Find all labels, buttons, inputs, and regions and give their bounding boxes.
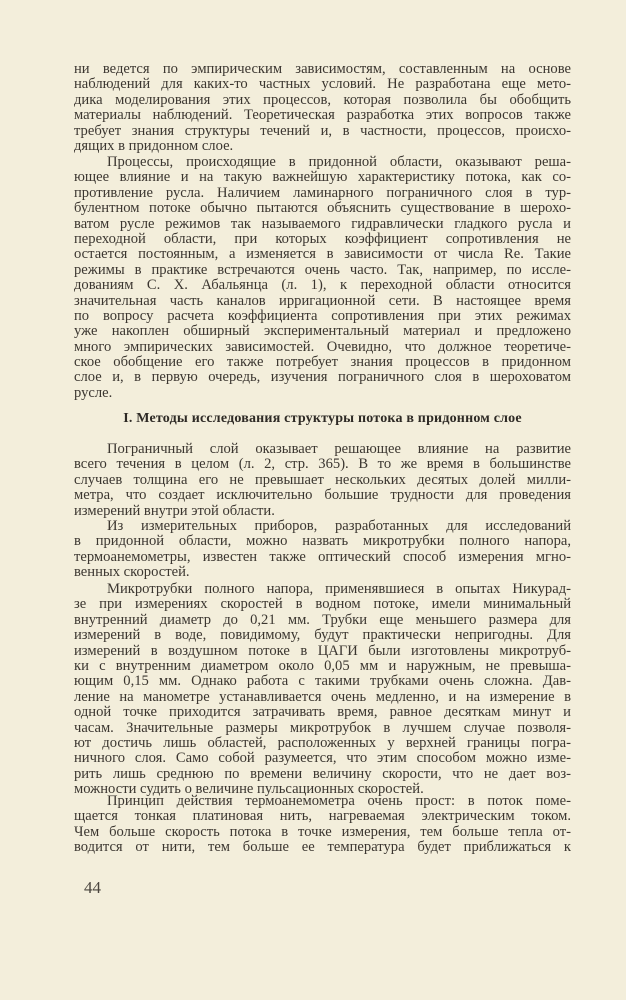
text-line: булентном потоке обычно пытаются объяснить существование в шерохо- bbox=[74, 200, 571, 217]
paragraph bbox=[74, 582, 571, 797]
text-line: измерений в воде, повидимому, будут практически непригодны. Для bbox=[74, 627, 571, 644]
text-line: измерений в воздушном потоке в ЦАГИ были изготовлены микротруб- bbox=[74, 642, 571, 659]
text-line: переходной области, при которых коэффициент сопротивления не bbox=[74, 230, 571, 247]
text-line: всего течения в целом (л. 2, стр. 365). В то же время в большинстве bbox=[74, 456, 571, 473]
text-line: Чем больше скорость потока в точке измерения, тем больше тепла от- bbox=[74, 823, 571, 840]
text-line: случаев толщина его не превышает нескольких десятых долей милли- bbox=[74, 471, 571, 488]
text-line: русле. bbox=[74, 384, 113, 401]
text-line: ки с внутренним диаметром около 0,05 мм и наружным, не превыша- bbox=[74, 657, 571, 674]
text-line: Микротрубки полного напора, применявшиеся в опытах Никурад- bbox=[107, 581, 571, 597]
text-line: внутренний диаметр до 0,21 мм. Трубки еще меньшего размера для bbox=[74, 611, 571, 628]
paragraph bbox=[74, 155, 571, 401]
text-line: венных скоростей. bbox=[74, 564, 190, 581]
paragraph bbox=[74, 442, 571, 519]
text-line: режимы в практике встречаются очень часто. Так, например, по иссле- bbox=[74, 261, 571, 278]
text-line: зе при измерениях скоростей в водном потоке, имели минимальный bbox=[74, 596, 571, 613]
section-heading: I. Методы исследования структуры потока в придонном слое bbox=[123, 411, 522, 426]
text-line: значительная часть каналов ирригационной сети. В настоящее время bbox=[74, 292, 571, 309]
text-line: дика моделирования этих процессов, которая позволила бы обобщить bbox=[74, 91, 571, 108]
text-line: наблюдений для каких-то частных условий. Не разработана еще мето- bbox=[74, 76, 571, 93]
page-number: 44 bbox=[84, 878, 101, 897]
text-line: водится от нити, тем больше ее температура будет приближаться к bbox=[74, 839, 571, 856]
text-line: дящих в придонном слое. bbox=[74, 137, 234, 154]
paragraph bbox=[74, 794, 571, 856]
text-line: ление на манометре устанавливается очень медленно, и на измерение в bbox=[74, 688, 571, 705]
text-line: ское обобщение его также потребует знания процессов в придонном bbox=[74, 354, 571, 371]
text-line: одной точке приходится затрачивать время, равное десяткам минут и bbox=[74, 704, 571, 721]
text-line: часам. Значительные размеры микротрубок в лучшем случае позволя- bbox=[74, 719, 571, 736]
text-line: в придонной области, можно назвать микротрубки полного напора, bbox=[74, 533, 571, 550]
text-line: метра, что создает исключительно большие трудности для проведения bbox=[74, 487, 571, 504]
text-line: ющим 0,15 мм. Однако работа с такими трубками очень сложна. Дав- bbox=[74, 673, 571, 690]
text-line: ют достичь лишь областей, расположенных у верхней границы погра- bbox=[74, 734, 571, 751]
text-line: ни ведется по эмпирическим зависимостям, составленным на основе bbox=[74, 61, 571, 77]
text-line: рить лишь среднюю по времени величину скорости, что не дает воз- bbox=[74, 765, 571, 782]
paragraph bbox=[74, 62, 571, 154]
text-line: термоанемометры, известен также оптический способ измерения мгно- bbox=[74, 548, 571, 565]
text-line: измерений внутри этой области. bbox=[74, 502, 275, 519]
text-line: много эмпирических зависимостей. Очевидно, что должное теоретиче- bbox=[74, 338, 571, 355]
text-line: ничного слоя. Само собой разумеется, что этим способом можно изме- bbox=[74, 750, 571, 767]
text-line: уже накоплен обширный экспериментальный материал и предложено bbox=[74, 323, 571, 340]
text-line: щается тонкая платиновая нить, нагреваемая электрическим током. bbox=[74, 808, 571, 825]
text-line: ватом русле режимов так называемого гидравлически гладкого русла и bbox=[74, 215, 571, 232]
text-line: дованиям С. Х. Абальянца (л. 1), к переходной области относится bbox=[74, 277, 571, 294]
text-line: ющее влияние и на такую важнейшую характеристику потока, как со- bbox=[74, 169, 571, 186]
text-line: требует знания структуры течений и, в частности, процессов, происхо- bbox=[74, 122, 571, 139]
text-line: Процессы, происходящие в придонной области, оказывают реша- bbox=[107, 154, 571, 170]
text-line: Принцип действия термоанемометра очень прост: в поток поме- bbox=[107, 793, 571, 809]
text-line: Пограничный слой оказывает решающее влияние на развитие bbox=[107, 441, 571, 457]
text-line: можности судить о величине пульсационных скоростей. bbox=[74, 781, 424, 798]
text-line: остается постоянным, а изменяется в зависимости от числа Re. Такие bbox=[74, 246, 571, 263]
text-line: слое и, в первую очередь, изучения пограничного слоя в шероховатом bbox=[74, 369, 571, 386]
text-line: по вопросу расчета коэффициента сопротивления при этих режимах bbox=[74, 307, 571, 324]
text-line: Из измерительных приборов, разработанных для исследований bbox=[107, 518, 571, 534]
text-line: противление русла. Наличием ламинарного пограничного слоя в тур- bbox=[74, 184, 571, 201]
paragraph bbox=[74, 519, 571, 581]
text-line: материалы наблюдений. Теоретическая разработка этих вопросов также bbox=[74, 107, 571, 124]
